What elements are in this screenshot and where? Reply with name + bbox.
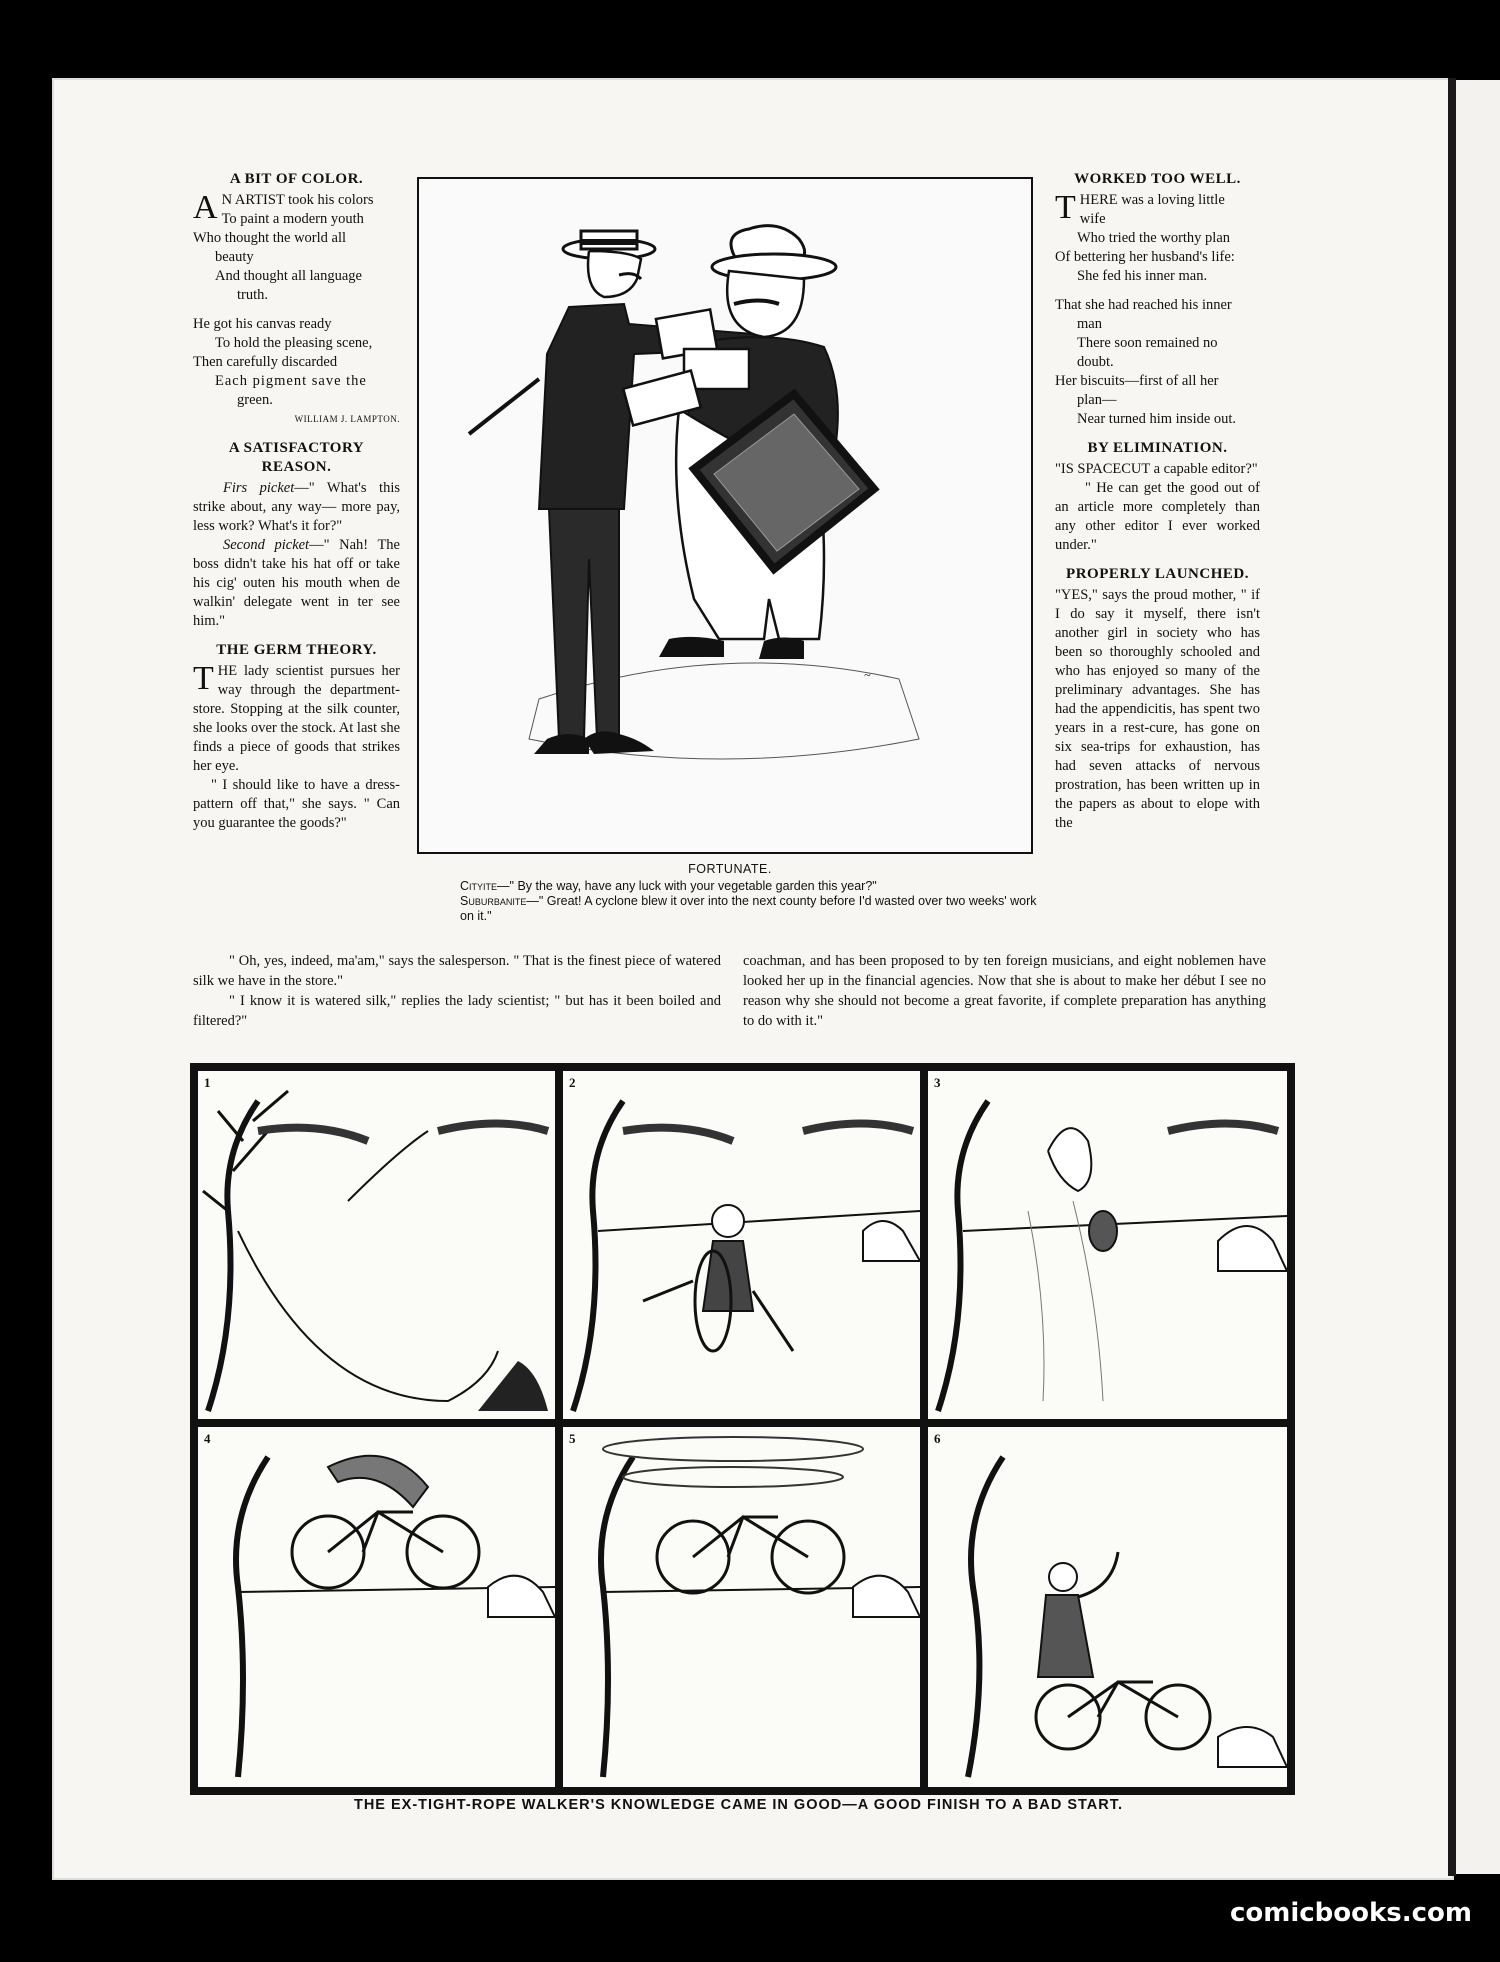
panel-number: 2 <box>569 1075 576 1090</box>
poem-line: Near turned him inside out. <box>1077 411 1237 427</box>
dialogue-first-picket: Firs picket—" What's this strike about, any way— more pay, less work? What's it for?" <box>193 480 400 534</box>
panel-drawing <box>198 1071 555 1419</box>
elimination-paragraph-2: " He can get the good out of an article more completely than any other editor I ever worked under." <box>1055 480 1260 553</box>
panel-drawing <box>928 1427 1287 1787</box>
cartoon-drawing <box>419 179 1031 852</box>
poem-line: Of bettering her husband's life: <box>1055 249 1235 265</box>
panel-number: 3 <box>934 1075 941 1090</box>
poem-line: N ARTIST took his colors <box>221 192 374 208</box>
cartoon-illustration <box>417 177 1033 854</box>
germ-paragraph-3: " Oh, yes, indeed, ma'am," says the salesperson. " That is the finest piece of watered silk we have in the store." <box>193 953 721 989</box>
panel-number: 6 <box>934 1431 941 1446</box>
comic-panel-3 <box>928 1071 1287 1419</box>
poem-line: beauty <box>215 249 254 265</box>
comic-panel-1 <box>198 1071 555 1419</box>
poem-line: Then carefully discarded <box>193 354 338 370</box>
comic-panel-2 <box>563 1071 920 1419</box>
dropcap: A <box>193 189 218 226</box>
germ-paragraph-1: THE lady scientist pursues her way through the department-store. Stopping at the silk counter, she looks over the stock. At last she finds a piece of goods that strikes her eye. <box>193 660 401 774</box>
panel-number: 4 <box>204 1431 211 1446</box>
poem-line: wife <box>1079 211 1106 227</box>
launched-paragraph-continued: coachman, and has been proposed to by ten foreign musicians, and eight noblemen have looked her up in the financial agencies. Now that she is about to make her début I see no reason why she should not become a great favorite, if complete preparation has anything to do with it." <box>743 953 1266 1029</box>
poem-line: To paint a modern youth <box>221 211 364 227</box>
poem-line: Who tried the worthy plan <box>1077 230 1231 246</box>
poem-line: truth. <box>237 287 269 303</box>
poem-line: doubt. <box>1077 354 1114 370</box>
comic-panel-5 <box>563 1427 920 1787</box>
poem-line: He got his canvas ready <box>193 316 332 332</box>
left-column <box>193 170 400 833</box>
title-germ-theory: THE GERM THEORY. <box>216 642 377 658</box>
panel-number: 1 <box>204 1075 211 1090</box>
caption-line-1: Cityite—" By the way, have any luck with your vegetable garden this year?" <box>460 879 877 893</box>
poem-line: plan— <box>1077 392 1117 408</box>
poem-title-worked-too-well: WORKED TOO WELL. <box>1074 171 1241 187</box>
poem-line: To hold the pleasing scene, <box>215 335 373 351</box>
svg-text:~: ~ <box>864 668 871 682</box>
title-properly-launched: PROPERLY LAUNCHED. <box>1066 566 1249 582</box>
dialogue-second-picket: Second picket—" Nah! The boss didn't take his hat off or take his cig' outen his mouth when de walkin' delegate went in ter see him." <box>193 537 400 629</box>
panel-drawing <box>563 1427 920 1787</box>
poem-line: Her biscuits—first of all her <box>1055 373 1219 389</box>
comic-panel-4 <box>198 1427 555 1787</box>
dropcap: T <box>1055 189 1076 226</box>
panel-drawing <box>928 1071 1287 1419</box>
poem-line: Each pigment save the <box>215 373 367 389</box>
poem-line: She fed his inner man. <box>1077 268 1208 284</box>
title-satisfactory: A SATISFACTORY <box>228 440 365 456</box>
launched-paragraph: "YES," says the proud mother, " if I do say it myself, there isn't another girl in society who has been so thoroughly schooled and who has enjoyed so many of the preliminary advantages. She has had the appendicitis, has spent two years in a rest-cure, has gone on six sea-trips for exhaustion, has had seven attacks of nervous prostration, has been written up in the papers as about to elope with the <box>1055 587 1260 831</box>
poem-line: And thought all language <box>215 268 362 284</box>
caption-line-2: Suburbanite—" Great! A cyclone blew it over into the next county before I'd wasted over two weeks' work on it." <box>460 894 1037 923</box>
germ-continuation <box>193 951 721 1031</box>
poem-line: Who thought the world all <box>193 230 347 246</box>
panel-drawing <box>563 1071 920 1419</box>
caption-title: FORTUNATE. <box>688 862 772 876</box>
right-column <box>1055 170 1260 833</box>
title-satisfactory-2: REASON. <box>261 459 332 475</box>
germ-paragraph-2: " I should like to have a dress-pattern off that," she says. " Can you guarantee the goods?" <box>193 777 400 831</box>
poem-line: There soon remained no <box>1077 335 1218 351</box>
facing-page-edge <box>1456 80 1500 1874</box>
page-gutter <box>1448 78 1456 1876</box>
germ-paragraph-4: " I know it is watered silk," replies the lady scientist; " but has it been boiled and filtered?" <box>193 993 721 1029</box>
strip-caption: THE EX-TIGHT-ROPE WALKER'S KNOWLEDGE CAME IN GOOD—A GOOD FINISH TO A BAD START. <box>353 1797 1124 1813</box>
poem-line: HERE was a loving little <box>1079 192 1225 208</box>
byline: WILLIAM J. LAMPTON. <box>294 414 400 424</box>
comic-panel-6 <box>928 1427 1287 1787</box>
illustration-caption <box>420 862 1040 924</box>
panel-number: 5 <box>569 1431 576 1446</box>
poem-title-bit-of-color: A BIT OF COLOR. <box>229 171 364 187</box>
poem-line: man <box>1077 316 1102 332</box>
watermark: comicbooks.com <box>1229 1898 1472 1928</box>
poem-line: That she had reached his inner <box>1055 297 1232 313</box>
poem-line: green. <box>237 392 273 408</box>
elimination-paragraph-1: "IS SPACECUT a capable editor?" <box>1055 461 1258 477</box>
panel-drawing <box>198 1427 555 1787</box>
launched-continuation <box>743 951 1266 1031</box>
comic-strip <box>190 1063 1295 1795</box>
title-by-elimination: BY ELIMINATION. <box>1087 440 1228 456</box>
